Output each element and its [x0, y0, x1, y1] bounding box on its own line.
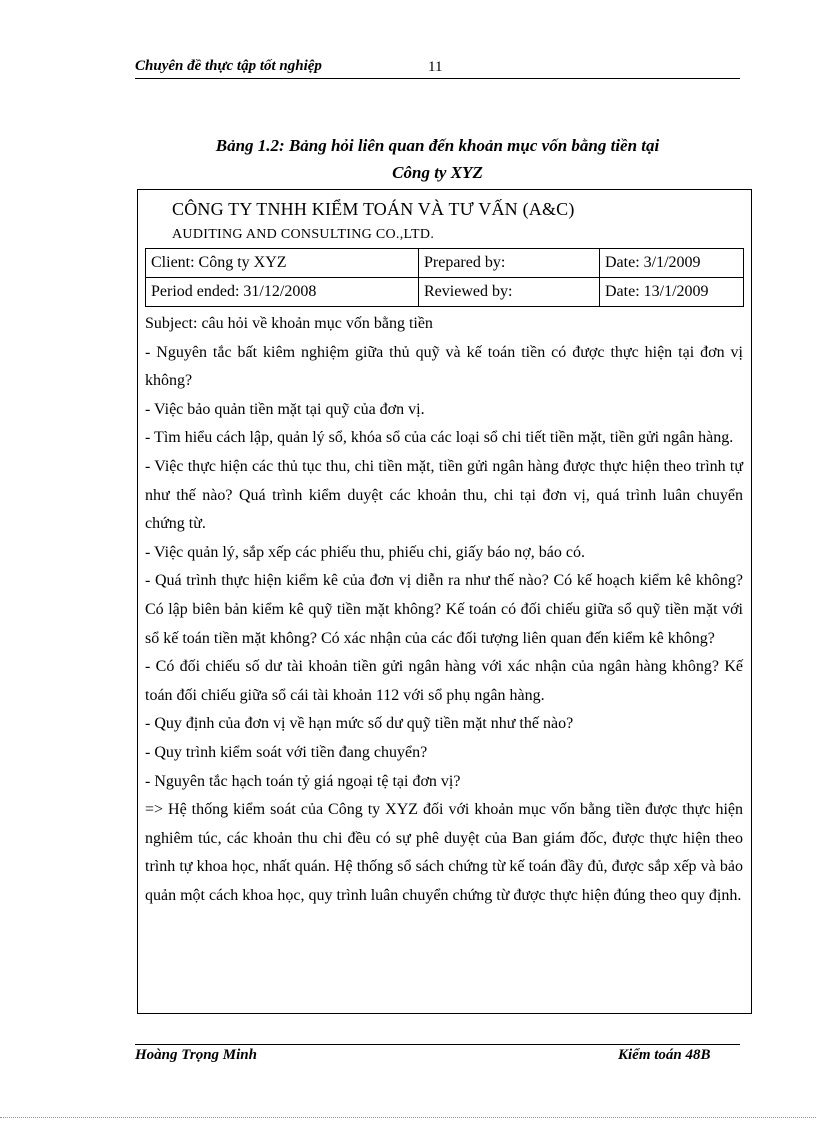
question-item: - Tìm hiểu cách lập, quản lý sổ, khóa sổ của các loại sổ chi tiết tiền mặt, tiền gửi ngân hàng. — [145, 429, 734, 447]
page-number: 11 — [428, 59, 443, 75]
conclusion: => Hệ thống kiểm soát của Công ty XYZ đối với khoản mục vốn bằng tiền được thực hiện nghiêm túc, các khoản thu chi đều có sự phê duyệt của Ban giám đốc, được thực hiện theo trình tự khoa học, nhất quán. Hệ thống sổ sách chứng từ kế toán đầy đủ, được sắp xếp và bảo quản một cách khoa học, quy trình luân chuyển chứng từ được thực hiện đúng theo quy định. — [145, 801, 743, 904]
info-table — [145, 248, 744, 307]
prepared-by-cell: Prepared by: — [419, 249, 600, 278]
footer-divider — [135, 1044, 740, 1045]
question-item: - Có đối chiếu số dư tài khoản tiền gửi ngân hàng với xác nhận của ngân hàng không? Kế toán đối chiếu giữa sổ cái tài khoản 112 với sổ phụ ngân hàng. — [145, 658, 743, 704]
question-item: - Quá trình thực hiện kiểm kê của đơn vị diễn ra như thế nào? Có kế hoạch kiểm kê không? Có lập biên bản kiểm kê quỹ tiền mặt không? Kế toán có đối chiếu giữa sổ quỹ tiền mặt với sổ kế toán tiền mặt không? Có xác nhận của các đối tượng liên quan đến kiểm kê không? — [145, 572, 743, 647]
question-item: - Việc thực hiện các thủ tục thu, chi tiền mặt, tiền gửi ngân hàng được thực hiện theo trình tự như thế nào? Quá trình kiểm duyệt các khoản thu, chi tại đơn vị, quá trình luân chuyển chứng từ. — [145, 457, 743, 533]
question-item: - Quy định của đơn vị về hạn mức số dư quỹ tiền mặt như thế nào? — [145, 715, 574, 733]
date-prepared-cell: Date: 3/1/2009 — [600, 249, 744, 278]
questionnaire-body — [145, 310, 743, 910]
info-row — [146, 278, 744, 307]
subject-line: Subject: câu hỏi về khoản mục vốn bằng tiền — [145, 315, 433, 332]
header-title: Chuyên đề thực tập tốt nghiệp — [135, 58, 322, 74]
company-name: CÔNG TY TNHH KIỂM TOÁN VÀ TƯ VẤN (A&C) — [172, 199, 575, 219]
question-item: - Nguyên tắc hạch toán tỷ giá ngoại tệ tại đơn vị? — [145, 772, 461, 790]
questionnaire-box — [137, 189, 752, 1014]
footer-class: Kiểm toán 48B — [618, 1047, 711, 1063]
company-name-english: AUDITING AND CONSULTING CO.,LTD. — [172, 227, 435, 242]
footer-author: Hoàng Trọng Minh — [135, 1047, 257, 1063]
header-divider — [135, 78, 740, 79]
info-row — [146, 249, 744, 278]
client-cell: Client: Công ty XYZ — [146, 249, 419, 278]
question-item: - Quy trình kiểm soát với tiền đang chuyển? — [145, 743, 428, 761]
question-item: - Việc bảo quản tiền mặt tại quỹ của đơn vị. — [145, 400, 425, 418]
reviewed-by-cell: Reviewed by: — [419, 278, 600, 307]
period-ended-cell: Period ended: 31/12/2008 — [146, 278, 419, 307]
page-bottom-edge — [0, 1117, 816, 1118]
caption-line-2: Công ty XYZ — [392, 163, 483, 182]
caption-line-1: Bảng 1.2: Bảng hỏi liên quan đến khoản mục vốn bằng tiền tại — [215, 136, 660, 155]
question-item: - Việc quản lý, sắp xếp các phiếu thu, phiếu chi, giấy báo nợ, báo có. — [145, 543, 585, 561]
question-item: - Nguyên tắc bất kiêm nghiệm giữa thủ quỹ và kế toán tiền có được thực hiện tại đơn vị không? — [145, 343, 743, 390]
table-caption — [135, 132, 740, 186]
date-reviewed-cell: Date: 13/1/2009 — [600, 278, 744, 307]
